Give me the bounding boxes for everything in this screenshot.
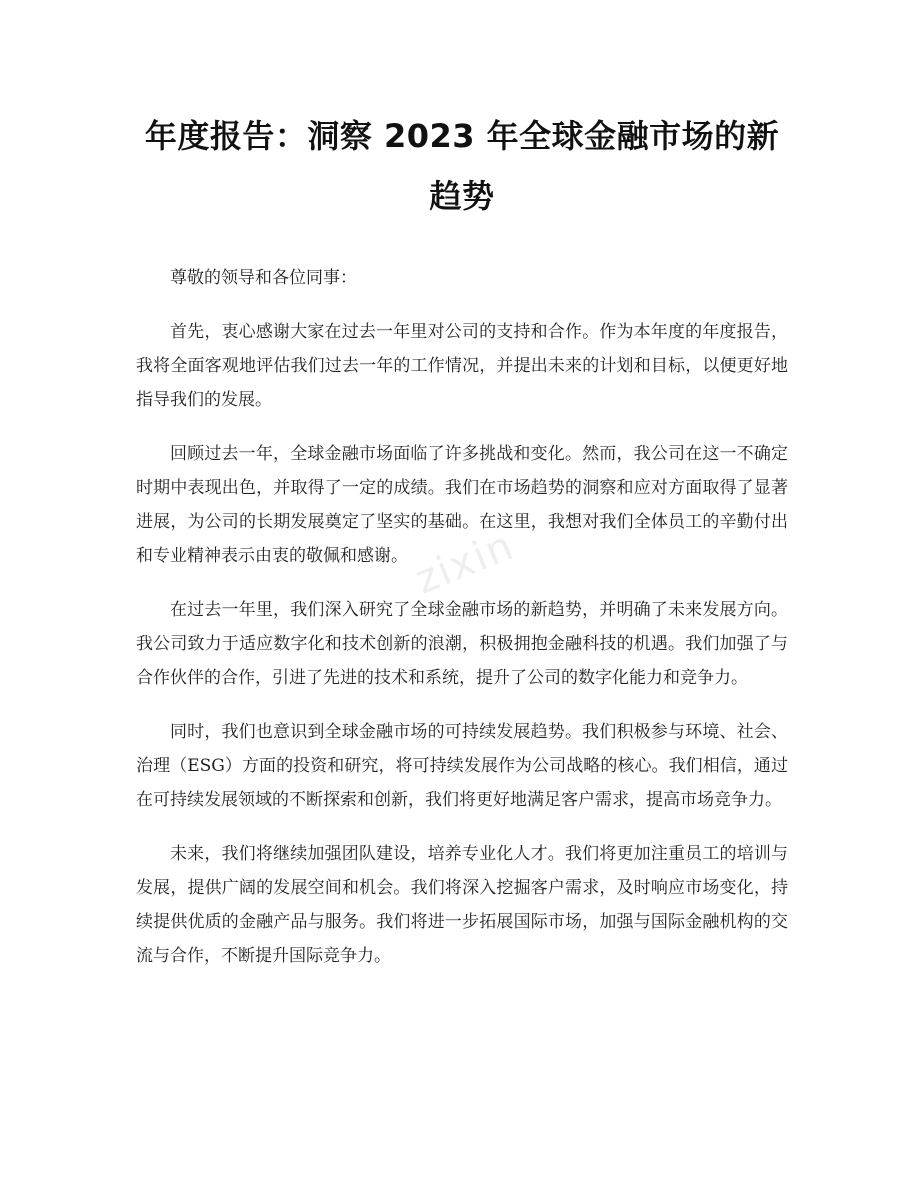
greeting-line: 尊敬的领导和各位同事： bbox=[170, 268, 357, 288]
page-title: 年度报告：洞察 2023 年全球金融市场的新趋势 bbox=[144, 117, 780, 215]
watermark: zixin bbox=[408, 522, 522, 604]
paragraph-4: 同时，我们也意识到全球金融市场的可持续发展趋势。我们积极参与环境、社会、治理（ESG）方面的投资和研究，将可持续发展作为公司战略的核心。我们相信，通过在可持续发展领域的不断探索和创新，我们将更好地满足客户需求，提高市场竞争力。 bbox=[136, 722, 788, 810]
paragraph-3: 在过去一年里，我们深入研究了全球金融市场的新趋势，并明确了未来发展方向。我公司致力于适应数字化和技术创新的浪潮，积极拥抱金融科技的机遇。我们加强了与合作伙伴的合作，引进了先进的技术和系统，提升了公司的数字化能力和竞争力。 bbox=[136, 600, 788, 688]
document-body bbox=[136, 261, 788, 973]
paragraph-5: 未来，我们将继续加强团队建设，培养专业化人才。我们将更加注重员工的培训与发展，提供广阔的发展空间和机会。我们将深入挖掘客户需求，及时响应市场变化，持续提供优质的金融产品与服务。我们将进一步拓展国际市场，加强与国际金融机构的交流与合作，不断提升国际竞争力。 bbox=[136, 844, 788, 966]
paragraph-2: 回顾过去一年，全球金融市场面临了许多挑战和变化。然而，我公司在这一不确定时期中表现出色，并取得了一定的成绩。我们在市场趋势的洞察和应对方面取得了显著进展，为公司的长期发展奠定了坚实的基础。在这里，我想对我们全体员工的辛勤付出和专业精神表示由衷的敬佩和感谢。 bbox=[136, 444, 788, 566]
paragraph-1: 首先，衷心感谢大家在过去一年里对公司的支持和合作。作为本年度的年度报告，我将全面客观地评估我们过去一年的工作情况，并提出未来的计划和目标，以便更好地指导我们的发展。 bbox=[136, 322, 788, 410]
